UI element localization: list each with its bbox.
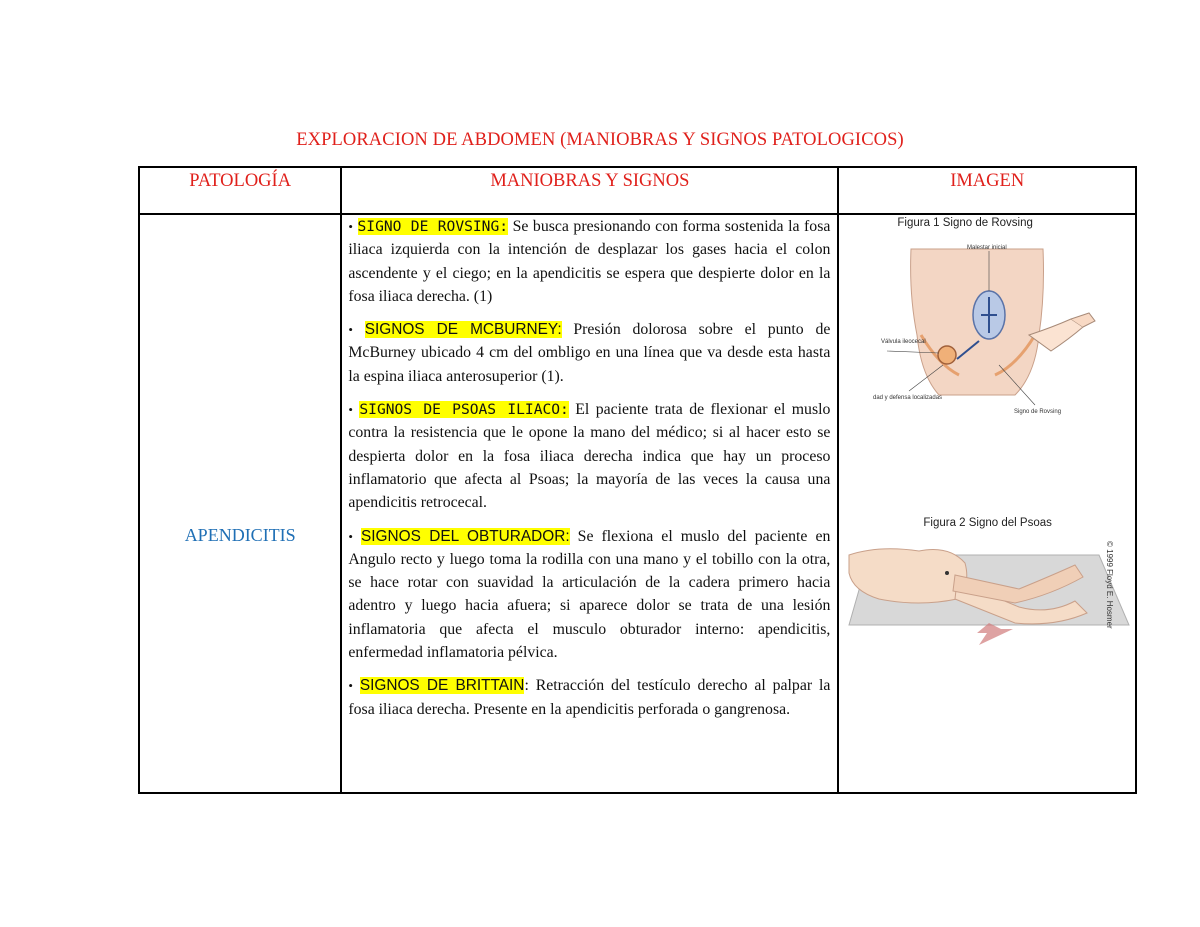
sign-description: Se flexiona el muslo del paciente en Angulo recto y luego toma la rodilla con una mano y el tobillo con la otra, se hace rotar con suavidad la articulación de la cadera primero hacia adentro y luego hacia afuera; si aparece dolor se trata de una lesión inflamatoria que afecta el musculo obturador interno: apendicitis, enfermedad inflamatoria pélvica. [348, 527, 831, 662]
header-signs: MANIOBRAS Y SIGNOS [341, 167, 838, 214]
sign-brittain [348, 674, 830, 721]
table-row [139, 214, 1136, 793]
pathology-name: APENDICITIS [184, 525, 296, 545]
sign-description: Presión dolorosa sobre el punto de McBurney ubicado 4 cm del ombligo en una línea que va desde esta hasta la espina iliaca anterosuperior (1). [348, 321, 831, 385]
sign-obturator [348, 525, 830, 665]
figure-rovsing [839, 215, 1132, 430]
figure-psoas [839, 515, 1132, 670]
sign-name: SIGNO DE ROVSING: [357, 218, 509, 235]
sign-description: Se busca presionando con forma sostenida la fosa iliaca izquierda con la intención de desplazar los gases hacia el colon ascendente y el ciego; en la apendicitis se espera que despierte dolor en la fosa iliaca derecha. (1) [348, 218, 831, 305]
label-defensa: dad y defensa localizadas [873, 395, 943, 401]
label-signo-rovsing: Signo de Rovsing [1014, 409, 1062, 415]
sign-rovsing [348, 215, 830, 308]
sign-description: : Retracción del testículo derecho al palpar la fosa iliaca derecha. Presente en la apendicitis perforada o gangrenosa. [348, 677, 831, 718]
document-title: EXPLORACION DE ABDOMEN (MANIOBRAS Y SIGNOS PATOLOGICOS) [296, 130, 904, 150]
bullet: • [348, 402, 353, 418]
bullet: • [348, 528, 353, 544]
sign-name: SIGNOS DE BRITTAIN [359, 677, 525, 695]
sign-name: SIGNOS DE PSOAS ILIACO: [359, 401, 569, 419]
sign-description: El paciente trata de flexionar el muslo contra la resistencia que le opone la mano del médico; si al hacer esto se despierta dolor en la fosa iliaca derecha indica que hay un proceso inflamatorio que afecta al Psoas; la mayoría de las veces la causa una apendicitis retrocecal. [348, 401, 831, 512]
sign-name: SIGNOS DEL OBTURADOR: [361, 527, 570, 545]
header-pathology: PATOLOGÍA [139, 167, 341, 214]
label-malestar: Malestar inicial [967, 245, 1008, 251]
pathology-cell [139, 214, 341, 793]
psoas-illustration [839, 515, 1132, 670]
signs-cell [341, 214, 838, 793]
rovsing-illustration [839, 215, 1132, 430]
figure-caption: Figura 1 Signo de Rovsing [897, 217, 1033, 229]
sign-mcburney [348, 318, 830, 388]
sign-psoas [348, 398, 830, 514]
bullet: • [348, 678, 353, 694]
signs-table [138, 166, 1137, 794]
sign-name: SIGNOS DE MCBURNEY: [364, 321, 562, 339]
figure-credit: © 1999 Floyd E. Hosmer [1105, 541, 1115, 629]
label-valvula: Válvula ileocecal [881, 339, 927, 345]
header-image: IMAGEN [838, 167, 1136, 214]
table-header-row [139, 167, 1136, 214]
bullet: • [348, 219, 353, 234]
figure-caption: Figura 2 Signo del Psoas [923, 517, 1052, 529]
bullet: • [348, 322, 353, 338]
image-cell [838, 214, 1136, 793]
